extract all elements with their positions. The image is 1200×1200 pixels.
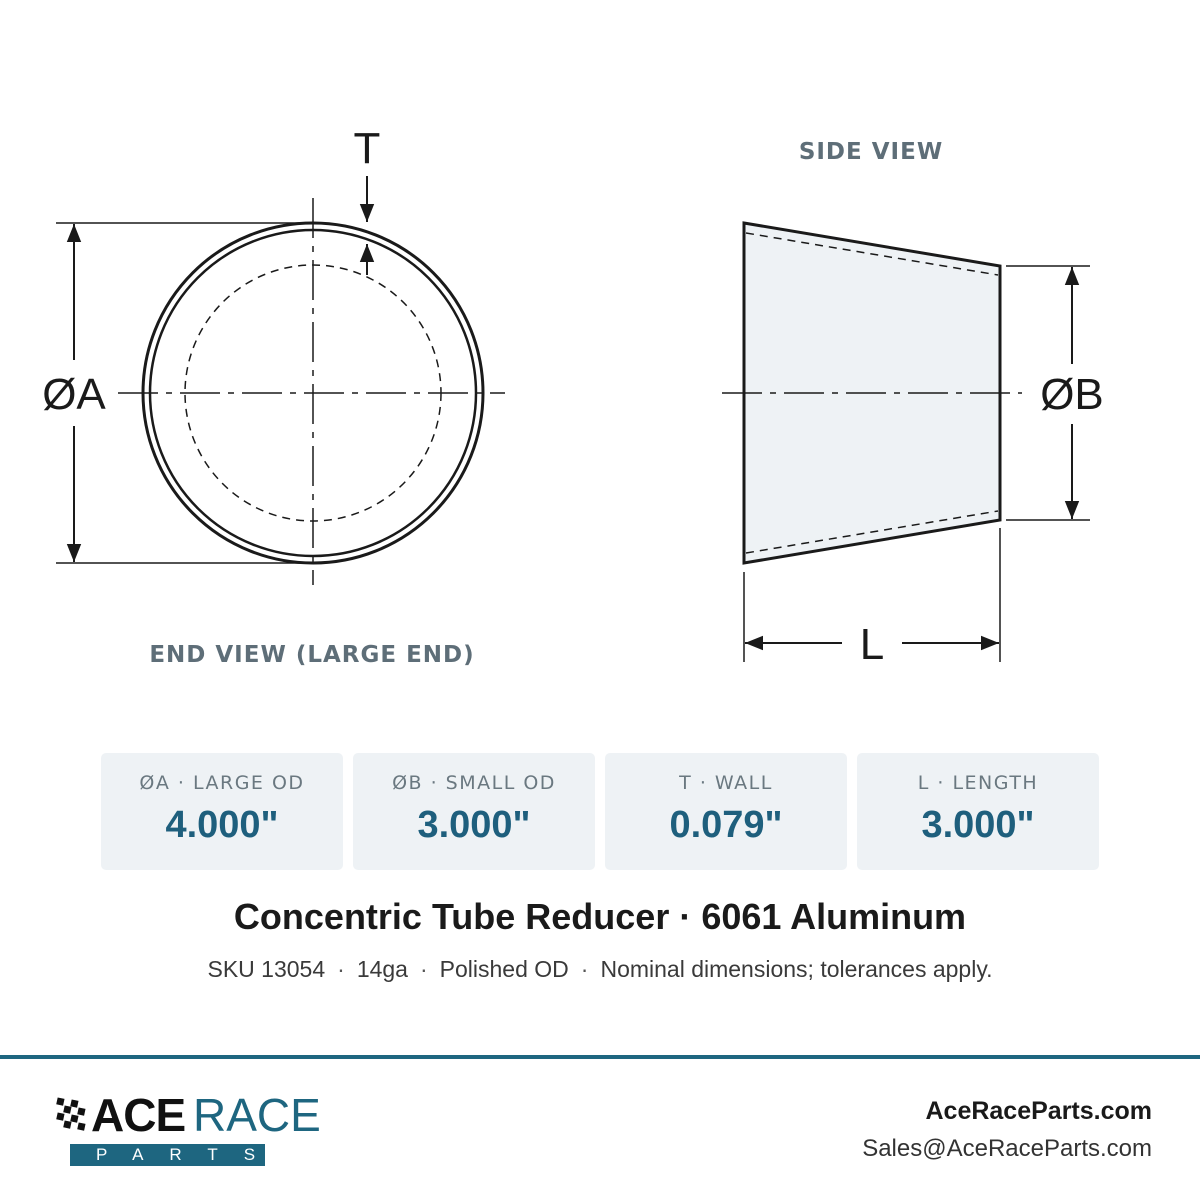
spec-value: 0.079" (669, 804, 783, 846)
spec-cards (101, 753, 1099, 870)
website-link[interactable]: AceRaceParts.com (925, 1097, 1152, 1125)
dim-l-label: L (859, 620, 885, 669)
email-link[interactable]: Sales@AceRaceParts.com (862, 1135, 1152, 1162)
spec-card-small-od (353, 753, 595, 870)
product-sku: SKU 13054 (207, 956, 326, 982)
dim-t-label: T (353, 124, 381, 173)
product-finish: Polished OD (439, 956, 569, 982)
product-title: Concentric Tube Reducer · 6061 Aluminum (233, 896, 967, 937)
dim-a-label: ØA (42, 370, 106, 419)
side-view-label: SIDE VIEW (798, 139, 944, 165)
spec-card-large-od (101, 753, 343, 870)
footer-divider (0, 1055, 1200, 1059)
checkered-flag-icon (55, 1096, 89, 1134)
dim-b-label: ØB (1040, 370, 1104, 419)
end-view-label: END VIEW (LARGE END) (149, 642, 475, 668)
spec-label: L · LENGTH (917, 772, 1039, 794)
side-view (722, 139, 1104, 669)
product-details: SKU 13054 · 14ga · Polished OD · Nominal dimensions; tolerances apply. (207, 956, 993, 982)
spec-label: T · WALL (679, 772, 773, 794)
end-view (42, 124, 505, 668)
spec-label: ØA · LARGE OD (139, 772, 305, 794)
product-note: Nominal dimensions; tolerances apply. (600, 956, 993, 982)
spec-card-length (857, 753, 1099, 870)
spec-card-wall (605, 753, 847, 870)
logo-ace-text: ACE (91, 1089, 186, 1141)
spec-value: 3.000" (921, 804, 1035, 846)
brand-logo (55, 1089, 321, 1170)
logo-parts-banner: PARTS (70, 1144, 265, 1166)
spec-label: ØB · SMALL OD (392, 772, 556, 794)
product-gauge: 14ga (356, 956, 408, 982)
spec-value: 3.000" (417, 804, 531, 846)
logo-race-text: RACE (193, 1089, 321, 1141)
spec-value: 4.000" (165, 804, 279, 846)
